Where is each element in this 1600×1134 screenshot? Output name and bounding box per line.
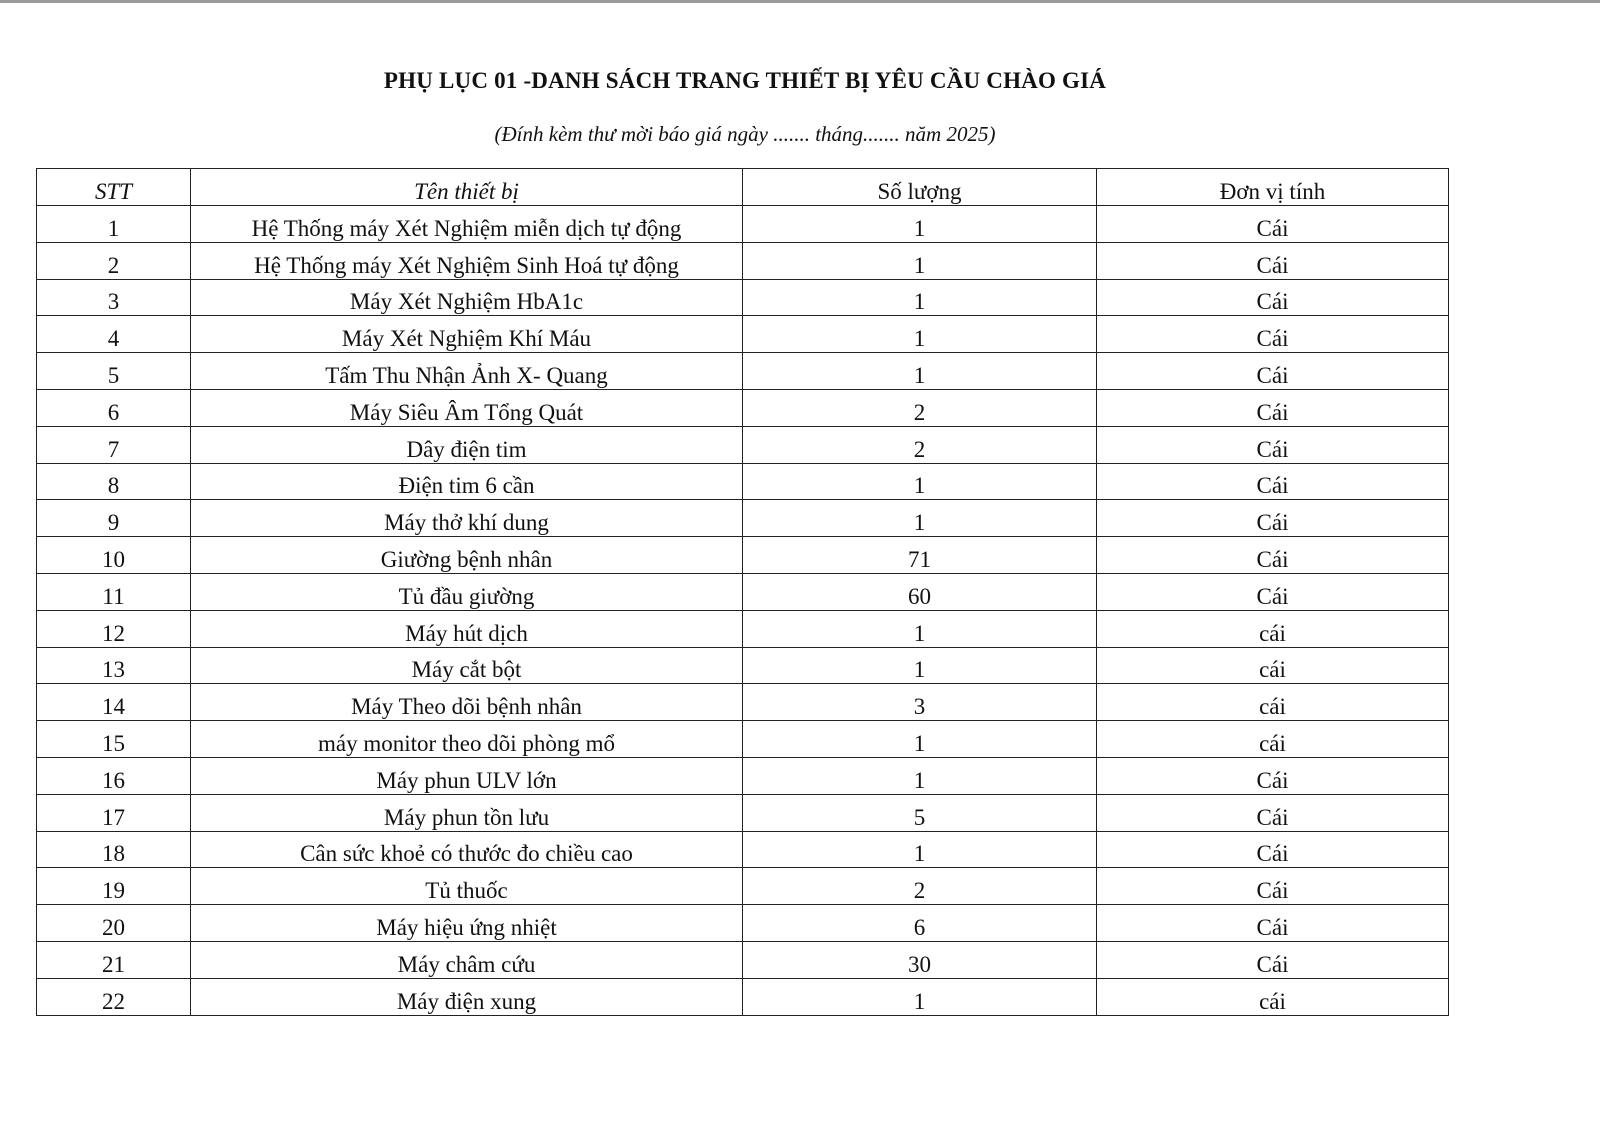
cell-qty: 1 [743, 757, 1097, 794]
cell-name: Máy Xét Nghiệm Khí Máu [191, 316, 743, 353]
table-row [37, 868, 1449, 905]
cell-unit: Cái [1097, 242, 1449, 279]
cell-stt: 19 [37, 868, 191, 905]
table-row [37, 279, 1449, 316]
cell-stt: 3 [37, 279, 191, 316]
cell-stt: 4 [37, 316, 191, 353]
table-row [37, 757, 1449, 794]
cell-name: Máy Siêu Âm Tổng Quát [191, 389, 743, 426]
cell-unit: Cái [1097, 794, 1449, 831]
table-row [37, 941, 1449, 978]
cell-qty: 5 [743, 794, 1097, 831]
cell-qty: 2 [743, 426, 1097, 463]
cell-name: Máy châm cứu [191, 941, 743, 978]
page-title: PHỤ LỤC 01 -DANH SÁCH TRANG THIẾT BỊ YÊU CẦU CHÀO GIÁ [383, 68, 1107, 93]
cell-qty: 30 [743, 941, 1097, 978]
cell-name: Cân sức khoẻ có thước đo chiều cao [191, 831, 743, 868]
cell-name: Máy hiệu ứng nhiệt [191, 905, 743, 942]
table-row [37, 463, 1449, 500]
cell-name: Dây điện tim [191, 426, 743, 463]
cell-unit: Cái [1097, 941, 1449, 978]
cell-qty: 1 [743, 978, 1097, 1015]
table-row [37, 610, 1449, 647]
table-row [37, 684, 1449, 721]
cell-qty: 60 [743, 573, 1097, 610]
cell-stt: 20 [37, 905, 191, 942]
table-row [37, 721, 1449, 758]
cell-qty: 2 [743, 389, 1097, 426]
cell-stt: 6 [37, 389, 191, 426]
cell-stt: 2 [37, 242, 191, 279]
header-stt: STT [37, 169, 191, 206]
cell-unit: Cái [1097, 206, 1449, 243]
cell-qty: 1 [743, 610, 1097, 647]
cell-name: Hệ Thống máy Xét Nghiệm Sinh Hoá tự động [191, 242, 743, 279]
cell-stt: 12 [37, 610, 191, 647]
cell-unit: Cái [1097, 905, 1449, 942]
cell-unit: cái [1097, 721, 1449, 758]
table-row [37, 831, 1449, 868]
cell-stt: 14 [37, 684, 191, 721]
cell-stt: 15 [37, 721, 191, 758]
table-row [37, 242, 1449, 279]
cell-qty: 1 [743, 316, 1097, 353]
cell-stt: 22 [37, 978, 191, 1015]
cell-unit: cái [1097, 684, 1449, 721]
cell-qty: 1 [743, 206, 1097, 243]
cell-unit: Cái [1097, 463, 1449, 500]
cell-qty: 1 [743, 463, 1097, 500]
cell-qty: 1 [743, 831, 1097, 868]
cell-stt: 18 [37, 831, 191, 868]
cell-unit: Cái [1097, 316, 1449, 353]
page-top-edge [0, 0, 1600, 3]
cell-qty: 1 [743, 721, 1097, 758]
table-row [37, 206, 1449, 243]
page-subtitle: (Đính kèm thư mời báo giá ngày ....... tháng....... năm 2025) [494, 122, 996, 146]
cell-unit: Cái [1097, 426, 1449, 463]
cell-name: Điện tim 6 cần [191, 463, 743, 500]
cell-qty: 1 [743, 242, 1097, 279]
cell-name: Tủ thuốc [191, 868, 743, 905]
table-row [37, 389, 1449, 426]
cell-unit: Cái [1097, 537, 1449, 574]
cell-stt: 9 [37, 500, 191, 537]
cell-unit: Cái [1097, 831, 1449, 868]
cell-unit: Cái [1097, 389, 1449, 426]
cell-qty: 71 [743, 537, 1097, 574]
table-row [37, 500, 1449, 537]
cell-name: Máy hút dịch [191, 610, 743, 647]
cell-qty: 1 [743, 500, 1097, 537]
cell-name: Giường bệnh nhân [191, 537, 743, 574]
cell-qty: 1 [743, 279, 1097, 316]
cell-stt: 13 [37, 647, 191, 684]
cell-stt: 5 [37, 353, 191, 390]
cell-qty: 3 [743, 684, 1097, 721]
cell-unit: Cái [1097, 757, 1449, 794]
cell-name: Tấm Thu Nhận Ảnh X- Quang [191, 353, 743, 390]
cell-name: máy monitor theo dõi phòng mổ [191, 721, 743, 758]
cell-stt: 21 [37, 941, 191, 978]
cell-qty: 1 [743, 353, 1097, 390]
cell-qty: 1 [743, 647, 1097, 684]
cell-unit: cái [1097, 610, 1449, 647]
table-header-row [37, 169, 1449, 206]
table-body [37, 206, 1449, 1016]
cell-unit: Cái [1097, 868, 1449, 905]
cell-name: Tủ đầu giường [191, 573, 743, 610]
cell-unit: Cái [1097, 353, 1449, 390]
cell-stt: 7 [37, 426, 191, 463]
cell-stt: 1 [37, 206, 191, 243]
cell-stt: 11 [37, 573, 191, 610]
header-qty: Số lượng [743, 169, 1097, 206]
table-row [37, 426, 1449, 463]
cell-name: Máy Xét Nghiệm HbA1c [191, 279, 743, 316]
cell-name: Máy phun tồn lưu [191, 794, 743, 831]
header-unit: Đơn vị tính [1097, 169, 1449, 206]
table-row [37, 905, 1449, 942]
table-row [37, 353, 1449, 390]
cell-unit: cái [1097, 978, 1449, 1015]
table-row [37, 978, 1449, 1015]
cell-unit: Cái [1097, 279, 1449, 316]
cell-name: Máy Theo dõi bệnh nhân [191, 684, 743, 721]
cell-name: Máy điện xung [191, 978, 743, 1015]
table-row [37, 573, 1449, 610]
header-name: Tên thiết bị [191, 169, 743, 206]
table-row [37, 316, 1449, 353]
cell-name: Máy phun ULV lớn [191, 757, 743, 794]
table-row [37, 647, 1449, 684]
table-row [37, 794, 1449, 831]
cell-qty: 2 [743, 868, 1097, 905]
cell-name: Hệ Thống máy Xét Nghiệm miễn dịch tự động [191, 206, 743, 243]
cell-name: Máy thở khí dung [191, 500, 743, 537]
cell-stt: 16 [37, 757, 191, 794]
equipment-table [36, 168, 1449, 1016]
table-row [37, 537, 1449, 574]
cell-unit: Cái [1097, 573, 1449, 610]
cell-stt: 10 [37, 537, 191, 574]
cell-qty: 6 [743, 905, 1097, 942]
cell-stt: 17 [37, 794, 191, 831]
cell-stt: 8 [37, 463, 191, 500]
cell-unit: cái [1097, 647, 1449, 684]
cell-unit: Cái [1097, 500, 1449, 537]
cell-name: Máy cắt bột [191, 647, 743, 684]
